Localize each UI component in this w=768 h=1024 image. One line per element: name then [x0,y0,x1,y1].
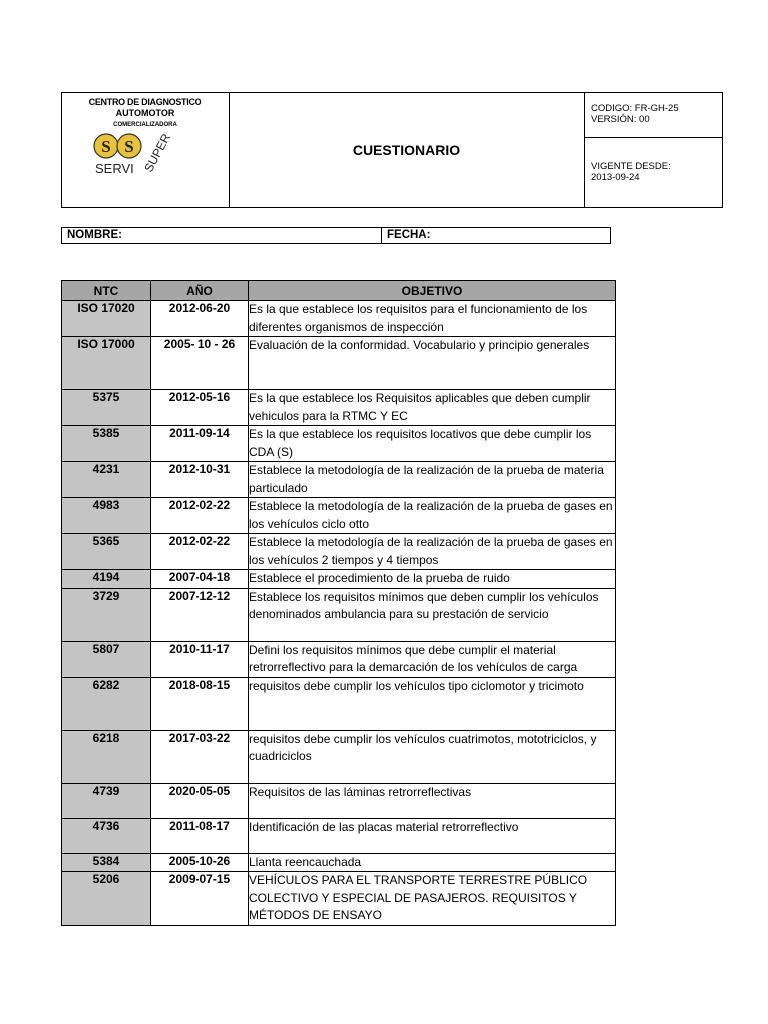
objective-cell: Es la que establece los Requisitos aplicables que deben cumplir vehiculos para la RTMC Y EC [249,390,616,426]
objective-cell: Establece el procedimiento de la prueba de ruido [249,570,616,589]
valid-from-label: VIGENTE DESDE: [591,161,671,172]
ntc-cell: ISO 17000 [62,337,151,390]
date-cell: 2012-06-20 [151,301,249,337]
column-header-ntc: NTC [62,281,151,301]
table-row [62,588,616,641]
nombre-label: NOMBRE: [67,229,122,241]
document-version: VERSIÓN: 00 [591,114,650,125]
name-date-row [61,227,611,244]
objective-cell: requisitos debe cumplir los vehículos tipo ciclomotor y tricimoto [249,677,616,730]
table-row [62,872,616,926]
document-header [61,92,723,208]
table-row [62,390,616,426]
date-cell: 2007-12-12 [151,588,249,641]
date-cell: 2007-04-18 [151,570,249,589]
valid-from-date: 2013-09-24 [591,172,640,183]
date-cell: 2009-07-15 [151,872,249,926]
ntc-table [61,280,616,926]
date-cell: 2005- 10 - 26 [151,337,249,390]
document-code: CODIGO: FR-GH-25 [591,103,679,114]
svg-text:S: S [124,137,134,156]
date-cell: 2010-11-17 [151,641,249,677]
table-row [62,498,616,534]
date-cell: 2011-09-14 [151,426,249,462]
objective-cell: Establece la metodología de la realización de la prueba de gases en los vehículos ciclo otto [249,498,616,534]
ntc-cell: 4736 [62,818,151,853]
objective-cell: VEHÍCULOS PARA EL TRANSPORTE TERRESTRE PÚBLICO COLECTIVO Y ESPECIAL DE PASAJEROS. REQUISITOS Y MÉTODOS DE ENSAYO [249,872,616,926]
objective-cell: Defini los requisitos mínimos que debe cumplir el material retrorreflectivo para la demarcación de los vehículos de carga [249,641,616,677]
objective-cell: Establece la metodología de la realización de la prueba de materia particulado [249,462,616,498]
table-header-row [62,281,616,301]
objective-cell: Establece los requisitos mínimos que deben cumplir los vehículos denominados ambulancia para su prestación de servicio [249,588,616,641]
objective-cell: Evaluación de la conformidad. Vocabulario y principio generales [249,337,616,390]
ntc-cell: 5384 [62,853,151,872]
table-row [62,426,616,462]
ntc-cell: 5375 [62,390,151,426]
logo-word-super: SUPER [141,131,174,175]
date-cell: 2017-03-22 [151,730,249,783]
objective-cell: requisitos debe cumplir los vehículos cuatrimotos, mototriciclos, y cuadriciclos [249,730,616,783]
table-row [62,570,616,589]
ntc-cell: ISO 17020 [62,301,151,337]
objective-cell: Llanta reencauchada [249,853,616,872]
nombre-field[interactable] [62,228,382,243]
table-row [62,641,616,677]
objective-cell: Es la que establece los requisitos locativos que debe cumplir los CDA (S) [249,426,616,462]
column-header-anio: AÑO [151,281,249,301]
objective-cell: Requisitos de las láminas retrorreflectivas [249,783,616,818]
ntc-cell: 4739 [62,783,151,818]
table-row [62,337,616,390]
table-row [62,853,616,872]
table-row [62,783,616,818]
objective-cell: Establece la metodología de la realización de la prueba de gases en los vehículos 2 tiempos y 4 tiempos [249,534,616,570]
ntc-cell: 4194 [62,570,151,589]
date-cell: 2020-05-05 [151,783,249,818]
table-row [62,677,616,730]
column-header-objetivo: OBJETIVO [249,281,616,301]
ntc-cell: 4983 [62,498,151,534]
fecha-field[interactable] [382,228,610,243]
ntc-cell: 4231 [62,462,151,498]
svg-text:S: S [101,137,111,156]
logo-word-servi: SERVI [95,161,134,176]
document-title: CUESTIONARIO [352,142,461,158]
fecha-label: FECHA: [387,229,431,241]
date-cell: 2012-10-31 [151,462,249,498]
ntc-cell: 5385 [62,426,151,462]
ntc-cell: 6218 [62,730,151,783]
company-name-line2: AUTOMOTOR [115,108,175,118]
company-name-line1: CENTRO DE DIAGNOSTICO [88,97,202,107]
table-row [62,301,616,337]
date-cell: 2011-08-17 [151,818,249,853]
servisuper-logo [93,129,197,177]
ntc-cell: 5365 [62,534,151,570]
date-cell: 2005-10-26 [151,853,249,872]
date-cell: 2018-08-15 [151,677,249,730]
date-cell: 2012-05-16 [151,390,249,426]
ntc-cell: 5807 [62,641,151,677]
company-name-line3: COMERCIALIZADORA [113,122,177,128]
ntc-cell: 5206 [62,872,151,926]
title-cell [229,93,585,207]
objective-cell: Es la que establece los requisitos para el funcionamiento de los diferentes organismos de inspección [249,301,616,337]
company-logo-cell [62,93,230,207]
objective-cell: Identificación de las placas material retrorreflectivo [249,818,616,853]
date-cell: 2012-02-22 [151,498,249,534]
table-row [62,730,616,783]
table-row [62,534,616,570]
ntc-cell: 3729 [62,588,151,641]
ntc-cell: 6282 [62,677,151,730]
valid-from-cell [585,139,722,207]
table-row [62,818,616,853]
date-cell: 2012-02-22 [151,534,249,570]
document-code-cell [585,93,722,138]
table-row [62,462,616,498]
